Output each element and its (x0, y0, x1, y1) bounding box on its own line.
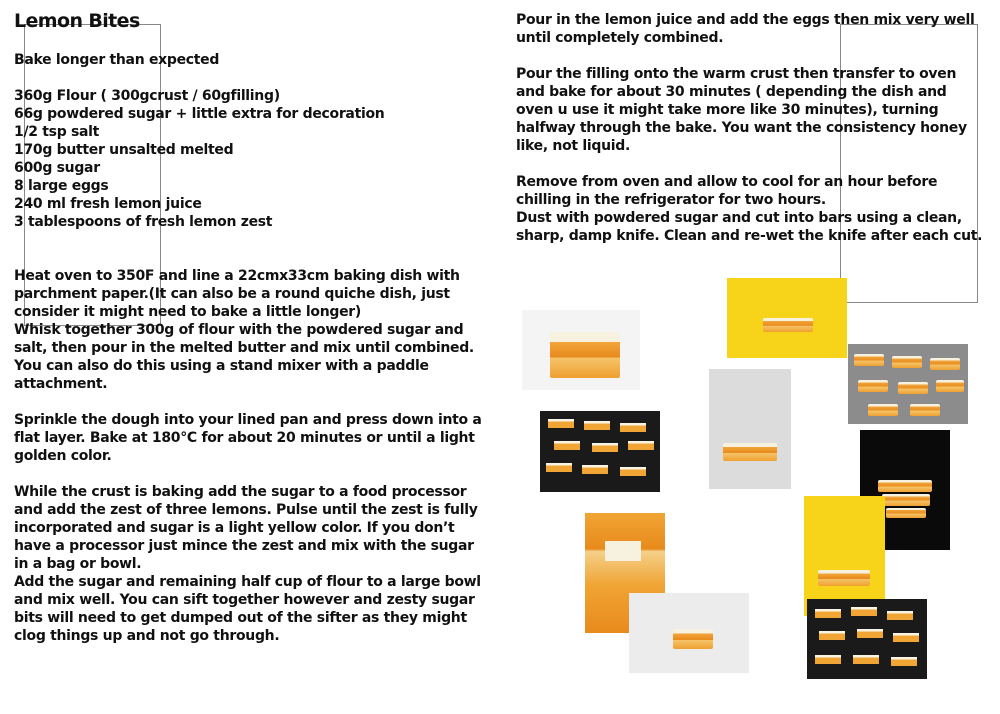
ingredient-item: 360g Flour ( 300gcrust / 60gfilling) (14, 88, 280, 104)
ingredient-item: 170g butter unsalted melted (14, 142, 234, 158)
ingredient-item: 3 tablespoons of fresh lemon zest (14, 214, 273, 230)
lemon-bar-photo-grey-grid (848, 344, 968, 424)
ingredient-item: 66g powdered sugar + little extra for decoration (14, 106, 385, 122)
lemon-bar-photo-black-grid (540, 411, 660, 492)
lemon-bar-photo-black-bottom (807, 599, 927, 679)
instruction-step: Whisk together 300g of flour with the powdered sugar and salt, then pour in the melted butter and mix until combined. You can also do this using a stand mixer with a paddle attachment. (14, 322, 474, 392)
lemon-bar-photo-closeup-white (522, 310, 640, 390)
recipe-title: Lemon Bites (14, 10, 140, 32)
ingredient-item: 8 large eggs (14, 178, 109, 194)
instruction-step: While the crust is baking add the sugar to a food processor and add the zest of three lemons. Pulse until the zest is fully incorporated and sugar is a light yellow color. If you don’t have a processor just mince the zest and mix with the sugar in a bag or bowl. (14, 484, 478, 572)
ingredient-item: 240 ml fresh lemon juice (14, 196, 202, 212)
lemon-bar-photo-grey-single (709, 369, 791, 489)
lemon-bar-photo-yellow-bottom (804, 496, 885, 616)
left-column (14, 51, 484, 645)
instruction-step: Heat oven to 350F and line a 22cmx33cm baking dish with parchment paper.(It can also be a round quiche dish, just consider it might need to bake a little longer) (14, 268, 460, 320)
instruction-step: Remove from oven and allow to cool for an hour before chilling in the refrigerator for two hours. (516, 174, 938, 208)
baking-note: Bake longer than expected (14, 52, 220, 68)
instruction-step: Pour the filling onto the warm crust then transfer to oven and bake for about 30 minutes ( depending the dish and oven u use it might take more like 30 minutes), turning halfway through the bake. You want the consistency honey like, not liquid. (516, 66, 967, 154)
lemon-bar-photo-white-powder (629, 593, 749, 673)
right-column (516, 11, 986, 245)
instruction-step: Pour in the lemon juice and add the eggs then mix very well until completely combined. (516, 12, 975, 46)
ingredient-item: 1/2 tsp salt (14, 124, 100, 140)
instruction-step: Sprinkle the dough into your lined pan and press down into a flat layer. Bake at 180°C for about 20 minutes or until a light golden color. (14, 412, 482, 464)
instruction-step: Dust with powdered sugar and cut into bars using a clean, sharp, damp knife. Clean and re-wet the knife after each cut. (516, 210, 983, 244)
ingredient-item: 600g sugar (14, 160, 100, 176)
lemon-bar-photo-yellow-top (727, 278, 847, 358)
instruction-step: Add the sugar and remaining half cup of flour to a large bowl and mix well. You can sift together however and zesty sugar bits will need to get dumped out of the sifter as they might clog things up and not go through. (14, 574, 481, 644)
